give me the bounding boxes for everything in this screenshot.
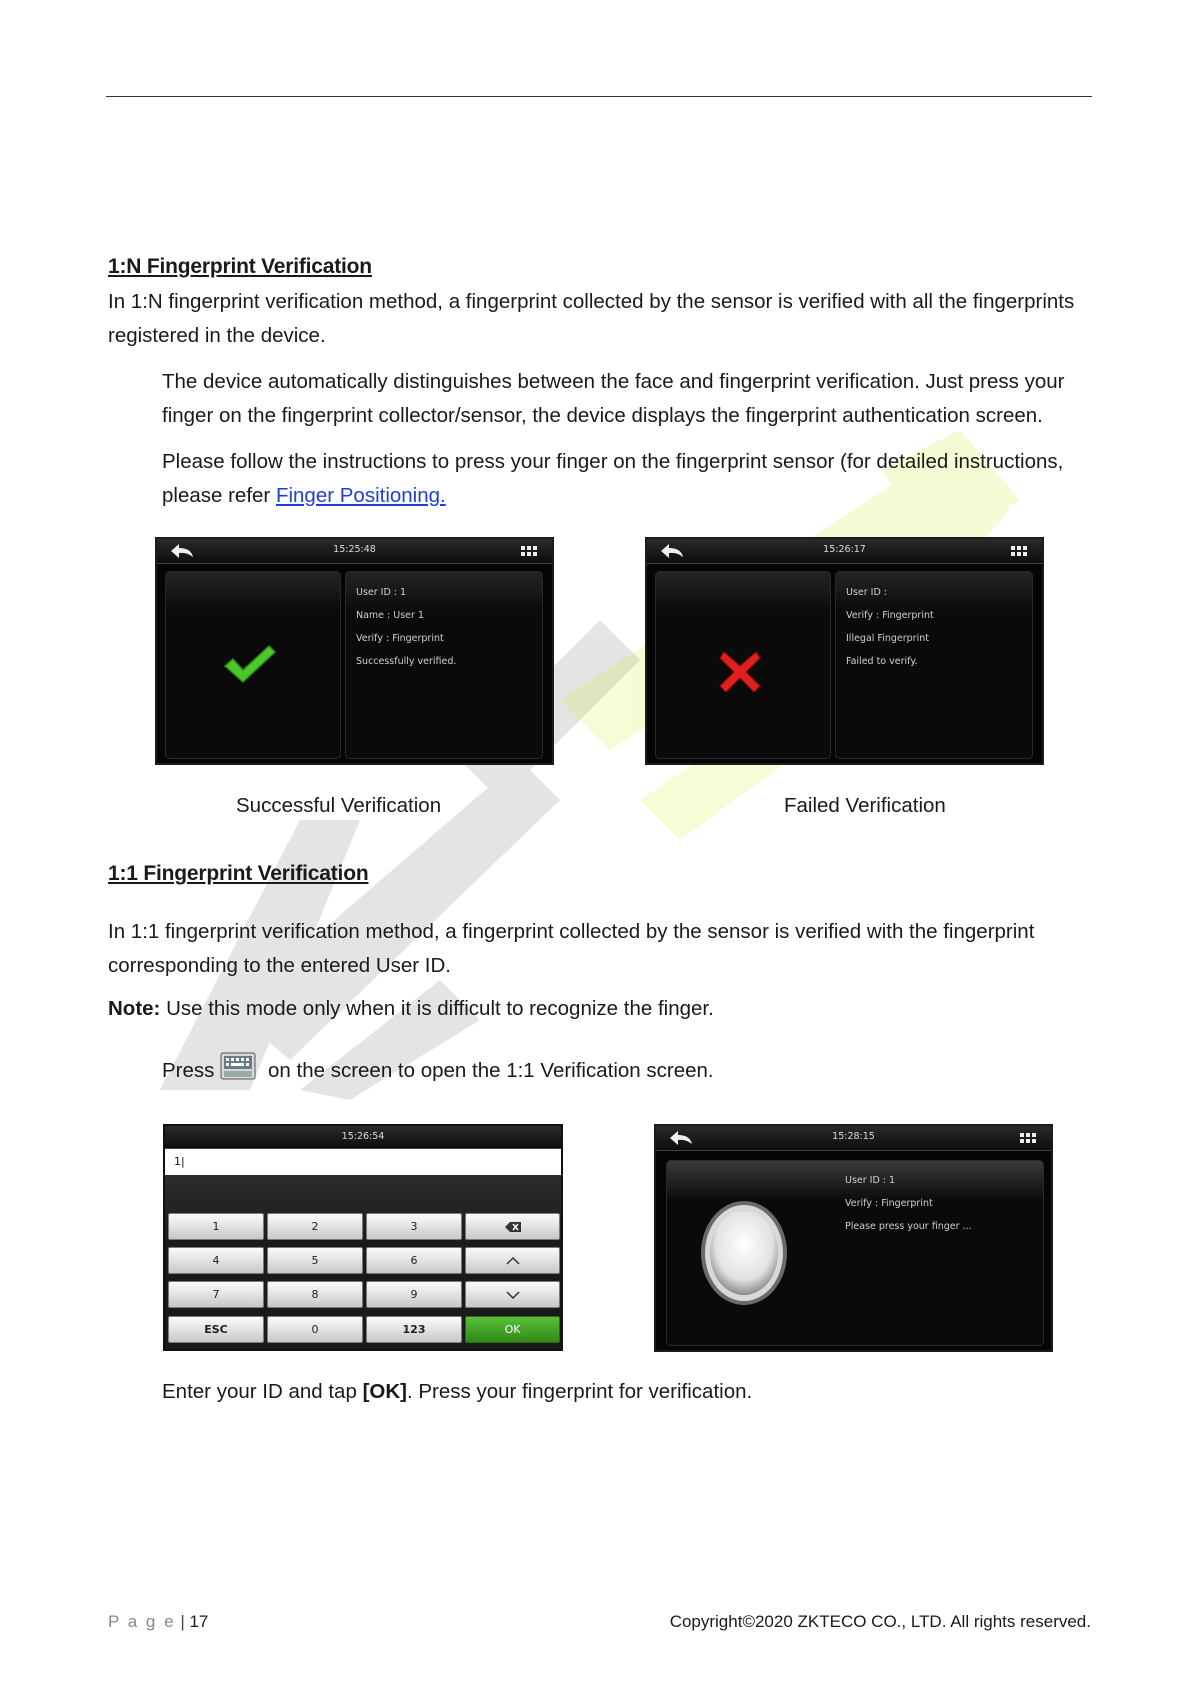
clock-time: 15:26:54 <box>341 1131 385 1142</box>
intro-11-line2: corresponding to the entered User ID. <box>108 954 451 977</box>
info-user-id: User ID : 1 <box>356 587 407 598</box>
key-8[interactable]: 8 <box>267 1281 363 1308</box>
header-rule <box>106 96 1092 97</box>
screen-failed <box>645 537 1044 765</box>
copyright: Copyright©2020 ZKTECO CO., LTD. All rights reserved. <box>669 1612 1091 1631</box>
clock-time: 15:25:48 <box>333 544 376 555</box>
fingerprint-sensor-icon <box>699 1199 789 1307</box>
verify-panel <box>666 1160 1044 1346</box>
status-bar <box>647 539 1042 564</box>
esc-key[interactable]: ESC <box>168 1316 264 1343</box>
key-3[interactable]: 3 <box>366 1213 462 1240</box>
menu-grid-icon[interactable] <box>516 543 544 559</box>
menu-grid-icon[interactable] <box>1015 1130 1043 1146</box>
final-suffix: . Press your fingerprint for verification. <box>406 1380 753 1403</box>
keyboard-icon <box>220 1052 256 1080</box>
final-instruction <box>162 1375 752 1409</box>
key-7[interactable]: 7 <box>168 1281 264 1308</box>
info-verify: Verify : Fingerprint <box>846 610 934 621</box>
chevron-down-icon <box>505 1290 521 1300</box>
info-status: Failed to verify. <box>846 656 918 667</box>
info-user-id: User ID : 1 <box>845 1175 896 1186</box>
instructions-line2 <box>162 479 1102 513</box>
caption-failed: Failed Verification <box>784 794 946 817</box>
section-heading-1n: 1:N Fingerprint Verification <box>108 255 372 278</box>
note-text: Use this mode only when it is difficult to recognize the finger. <box>160 997 714 1020</box>
status-bar <box>157 539 552 564</box>
result-icon-panel <box>165 571 341 759</box>
cross-icon <box>718 650 762 694</box>
section-heading-11: 1:1 Fingerprint Verification <box>108 862 369 885</box>
instructions-prefix: please refer <box>162 484 276 507</box>
screen-press-finger <box>654 1124 1053 1352</box>
user-id-input[interactable]: 1| <box>165 1149 561 1175</box>
key-9[interactable]: 9 <box>366 1281 462 1308</box>
info-user-id: User ID : <box>846 587 888 598</box>
intro-1n <box>108 285 1098 353</box>
info-illegal: Illegal Fingerprint <box>846 633 929 644</box>
backspace-icon <box>505 1222 521 1232</box>
chevron-up-icon <box>505 1256 521 1266</box>
info-name: Name : User 1 <box>356 610 424 621</box>
info-panel <box>345 571 543 759</box>
down-key[interactable] <box>465 1281 560 1308</box>
final-ok: [OK] <box>362 1380 407 1403</box>
clock-time: 15:28:15 <box>832 1131 875 1142</box>
up-key[interactable] <box>465 1247 560 1274</box>
note-label: Note: <box>108 997 161 1020</box>
checkmark-icon <box>221 642 277 686</box>
info-prompt: Please press your finger ... <box>845 1221 972 1232</box>
intro-1n-line1: In 1:N fingerprint verification method, a fingerprint collected by the sensor is verified with all the fingerprints <box>108 290 1075 313</box>
note <box>108 992 714 1026</box>
key-4[interactable]: 4 <box>168 1247 264 1274</box>
caption-success: Successful Verification <box>236 794 442 817</box>
mode-123-key[interactable]: 123 <box>366 1316 462 1343</box>
screen-keypad <box>163 1124 563 1351</box>
paragraph-auto-distinguish <box>162 365 1102 433</box>
keypad-area <box>165 1175 561 1349</box>
instructions-line1: Please follow the instructions to press your finger on the fingerprint sensor (for detailed instructions, <box>162 450 1064 473</box>
key-1[interactable]: 1 <box>168 1213 264 1240</box>
auto-line1: The device automatically distinguishes between the face and fingerprint verification. Just press your <box>162 370 1065 393</box>
backspace-key[interactable] <box>465 1213 560 1240</box>
key-0[interactable]: 0 <box>267 1316 363 1343</box>
info-verify: Verify : Fingerprint <box>845 1198 933 1209</box>
screen-success <box>155 537 554 765</box>
page-label: P a g e <box>108 1612 176 1631</box>
key-5[interactable]: 5 <box>267 1247 363 1274</box>
page-number: 17 <box>189 1612 209 1631</box>
intro-11-line1: In 1:1 fingerprint verification method, a fingerprint collected by the sensor is verified with the fingerprint <box>108 920 1035 943</box>
ok-key[interactable]: OK <box>465 1316 560 1343</box>
info-panel <box>835 571 1033 759</box>
clock-time: 15:26:17 <box>823 544 866 555</box>
result-icon-panel <box>655 571 831 759</box>
info-verify: Verify : Fingerprint <box>356 633 444 644</box>
press-suffix: on the screen to open the 1:1 Verification screen. <box>268 1059 714 1082</box>
intro-11 <box>108 915 1098 983</box>
status-bar <box>165 1126 561 1149</box>
key-2[interactable]: 2 <box>267 1213 363 1240</box>
intro-1n-line2: registered in the device. <box>108 324 326 347</box>
finger-positioning-link[interactable]: Finger Positioning. <box>275 484 446 507</box>
press-prefix: Press <box>162 1059 215 1082</box>
info-status: Successfully verified. <box>356 656 457 667</box>
final-prefix: Enter your ID and tap <box>162 1380 363 1403</box>
auto-line2: finger on the fingerprint collector/sensor, the device displays the fingerprint authentication screen. <box>162 404 1043 427</box>
page-footer: P a g e | 17 <box>108 1612 209 1631</box>
status-bar <box>656 1126 1051 1151</box>
key-6[interactable]: 6 <box>366 1247 462 1274</box>
menu-grid-icon[interactable] <box>1006 543 1034 559</box>
paragraph-instructions <box>162 445 1102 513</box>
